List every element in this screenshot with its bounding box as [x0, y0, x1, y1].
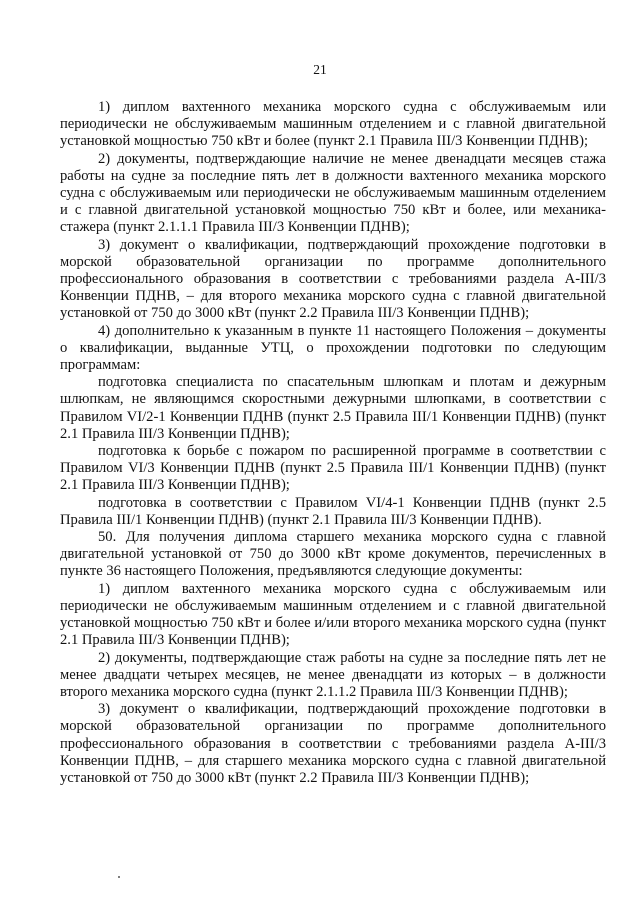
paragraph-50-3-qualification-document: 3) документ о квалификации, подтверждающий прохождение подготовки в морской образовательной организации по программе дополнительного профессионального образования в соответствии с требованиями раздела А-III/3 Конвенции ПДНВ, – для старшего механика морского судна с главной двигательной установкой от 750 до 3000 кВт (пункт 2.2 Правила III/3 Конвенции ПДНВ);: [60, 701, 606, 786]
paragraph-4-additional-documents: 4) дополнительно к указанным в пункте 11 настоящего Положения – документы о квалификации, выданные УТЦ, о прохождении подготовки по следующим программам:: [60, 322, 606, 374]
paragraph-50-chief-engineer: 50. Для получения диплома старшего механика морского судна с главной двигательной установкой от 750 до 3000 кВт кроме документов, перечисленных в пункте 36 настоящего Положения, предъявляются следующие документы:: [60, 529, 606, 580]
paragraph-50-1-diploma: 1) диплом вахтенного механика морского судна с обслуживаемым или периодически не обслуживаемым машинным отделением и с главной двигательной установкой мощностью 750 кВт и более и/или второго механика морского судна (пункт 2.1 Правила III/3 Конвенции ПДНВ);: [60, 580, 606, 649]
paragraph-3-qualification-document: 3) документ о квалификации, подтверждающий прохождение подготовки в морской образовательной организации по программе дополнительного профессионального образования в соответствии с требованиями раздела А-III/3 Конвенции ПДНВ, – для второго механика морского судна с главной двигательной установкой от 750 до 3000 кВт (пункт 2.2 Правила III/3 Конвенции ПДНВ);: [60, 236, 606, 322]
paragraph-vi-4-1-training: подготовка в соответствии с Правилом VI/4-1 Конвенции ПДНВ (пункт 2.5 Правила III/1 Конвенции ПДНВ) (пункт 2.1 Правила III/3 Конвенции ПДНВ).: [60, 494, 606, 528]
paragraph-2-service-record: 2) документы, подтверждающие наличие не менее двенадцати месяцев стажа работы на судне за последние пять лет в должности вахтенного механика морского судна с обслуживаемым или периодически не обслуживаемым машинным отделением и с главной двигательной установкой мощностью 750 кВт и более, или механика-стажера (пункт 2.1.1.1 Правила III/3 Конвенции ПДНВ);: [60, 150, 606, 236]
paragraph-50-2-service-record: 2) документы, подтверждающие стаж работы на судне за последние пять лет не менее двадцати четырех месяцев, не менее двенадцати из которых – в должности второго механика морского судна (пункт 2.1.1.2 Правила III/3 Конвенции ПДНВ);: [60, 649, 606, 700]
document-body: [60, 99, 606, 787]
paragraph-lifeboat-training: подготовка специалиста по спасательным шлюпкам и плотам и дежурным шлюпкам, не являющимся скоростными дежурными шлюпками, в соответствии с Правилом VI/2-1 Конвенции ПДНВ (пункт 2.5 Правила III/1 Конвенции ПДНВ) (пункт 2.1 Правила III/3 Конвенции ПДНВ);: [60, 374, 606, 442]
page-number: 21: [313, 62, 327, 77]
paragraph-1-watch-engineer-diploma: 1) диплом вахтенного механика морского судна с обслуживаемым или периодически не обслуживаемым машинным отделением и с главной двигательной установкой мощностью 750 кВт и более (пункт 2.1 Правила III/3 Конвенции ПДНВ);: [60, 99, 606, 150]
scan-speck: [118, 876, 120, 878]
paragraph-firefighting-training: подготовка к борьбе с пожаром по расширенной программе в соответствии с Правилом VI/3 Конвенции ПДНВ (пункт 2.5 Правила III/1 Конвенции ПДНВ) (пункт 2.1 Правила III/3 Конвенции ПДНВ);: [60, 443, 606, 494]
